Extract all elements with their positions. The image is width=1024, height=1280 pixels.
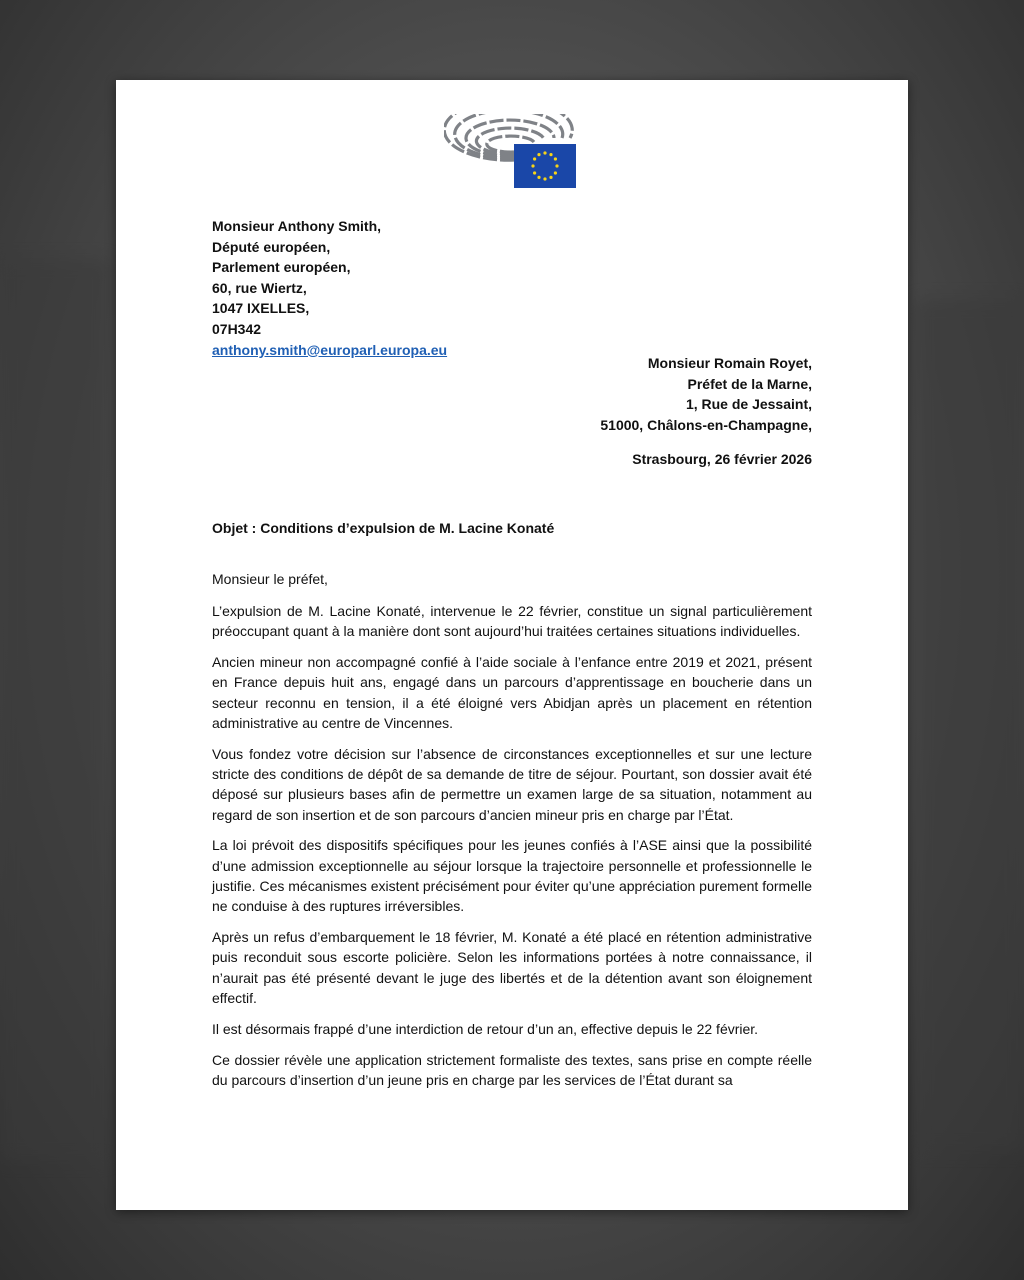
letter-body (212, 601, 812, 1101)
body-paragraph: Ancien mineur non accompagné confié à l’aide sociale à l’enfance entre 2019 et 2021, présent en France depuis huit ans, engagé dans un parcours d’apprentissage en boucherie dans un secteur reconnu en tension, il a été éloigné vers Abidjan après un placement en rétention administrative au centre de Vincennes. (212, 654, 812, 731)
european-parliament-logo-icon (444, 114, 578, 190)
recipient-street: 1, Rue de Jessaint, (685, 396, 812, 413)
recipient-city: 51000, Châlons-en-Champagne, (600, 416, 812, 433)
letter-salutation: Monsieur le préfet, (212, 571, 328, 587)
background-shape (0, 260, 110, 1160)
body-paragraph: La loi prévoit des dispositifs spécifiques pour les jeunes confiés à l’ASE ainsi que la possibilité d’une admission exceptionnelle au séjour lorsque la trajectoire personnelle et professionnelle le justifie. Ces mécanismes existent précisément pour éviter qu’une appréciation purement formelle ne conduise à des ruptures irréversibles. (212, 837, 812, 915)
recipient-address-block (600, 353, 812, 435)
recipient-name: Monsieur Romain Royet, (647, 355, 812, 371)
sender-title: Député européen, (212, 238, 331, 255)
recipient-title: Préfet de la Marne, (687, 375, 812, 392)
sender-email-link[interactable]: anthony.smith@europarl.europa.eu (212, 341, 448, 358)
sender-name: Monsieur Anthony Smith, (212, 218, 382, 234)
letter-page (116, 80, 908, 1210)
sender-office: 07H342 (212, 320, 262, 337)
sender-street: 60, rue Wiertz, (212, 279, 307, 296)
background-shape (915, 300, 1024, 1150)
letter-date: Strasbourg, 26 février 2026 (632, 451, 812, 467)
sender-institution: Parlement européen, (212, 259, 351, 276)
body-paragraph: Il est désormais frappé d’une interdiction de retour d’un an, effective depuis le 22 février. (212, 1020, 759, 1037)
sender-address-block (212, 216, 447, 360)
body-paragraph: L’expulsion de M. Lacine Konaté, intervenue le 22 février, constitue un signal particulièrement préoccupant quant à la manière dont sont aujourd’hui traitées certaines situations individuelles. (212, 603, 812, 640)
body-paragraph: Ce dossier révèle une application strictement formaliste des textes, sans prise en compte réelle du parcours d’insertion d’un jeune pris en charge par les services de l’État durant sa (212, 1051, 812, 1088)
sender-city: 1047 IXELLES, (212, 300, 310, 317)
letter-subject: Objet : Conditions d’expulsion de M. Lacine Konaté (212, 520, 555, 536)
body-paragraph: Après un refus d’embarquement le 18 février, M. Konaté a été placé en rétention administrative puis reconduit sous escorte policière. Selon les informations portées à notre connaissance, il n’aurait pas été présenté devant le juge des libertés et de la détention avant son éloignement effectif. (212, 929, 812, 1007)
body-paragraph: Vous fondez votre décision sur l’absence de circonstances exceptionnelles et sur une lecture stricte des conditions de dépôt de sa demande de titre de séjour. Pourtant, son dossier avait été déposé sur plusieurs bases afin de permettre un examen large de sa situation, notamment au regard de son insertion et de son parcours d’ancien mineur pris en charge par l’État. (212, 745, 812, 823)
